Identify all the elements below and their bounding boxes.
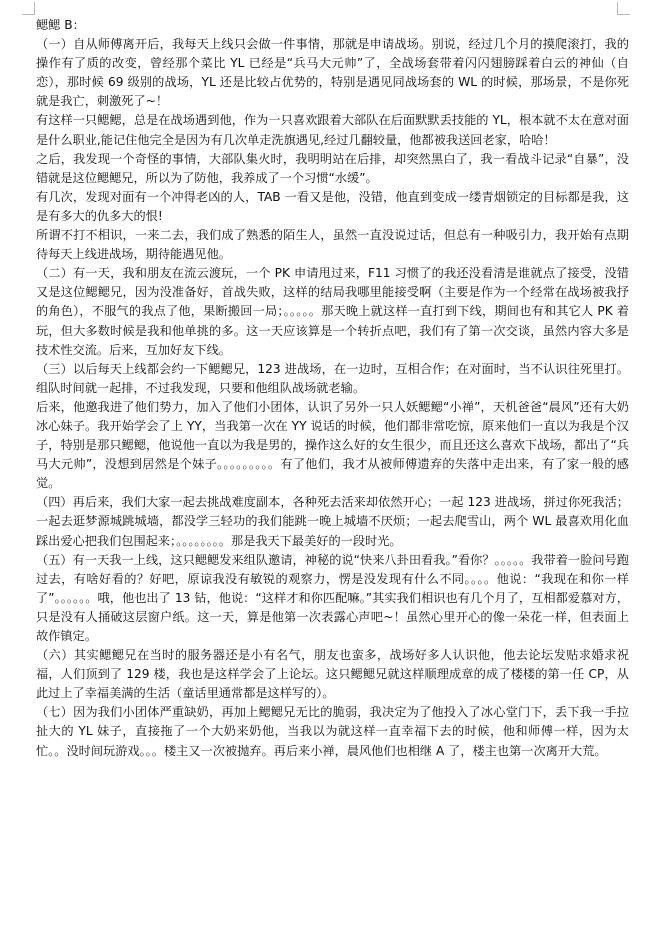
paragraph-5: 所谓不打不相识，一来二去，我们成了熟悉的陌生人，虽然一直没说过话，但总有一种吸引力，我开始有点期待每天上线进战场，期待能遇见他。 — [36, 228, 629, 262]
paragraph-2: 有这样一只鳃鳃，总是在战场遇到他，作为一只喜欢跟着大部队在后面默默丢技能的 YL，根本就不太在意对面是什么职业,能记住他完全是因为有几次单走洗旗遇见,经过几翻较量，他都被我送回老家，哈哈！ — [36, 113, 629, 147]
document-title: 鳃鳃 B： — [36, 18, 85, 32]
paragraph-4: 有几次，发现对面有一个冲得老凶的人，TAB 一看又是他，没错，他直到变成一缕青烟锁定的目标都是我，这是有多大的仇多大的恨! — [36, 189, 629, 223]
document-page-content — [36, 16, 629, 761]
paragraph-3: 之后，我发现一个奇怪的事情，大部队集火时，我明明站在后排，却突然黑白了，我一看战斗记录“自暴”，没错就是这位鳃鳃兄，所以为了防他，我养成了一个习惯“水缓”。 — [36, 151, 629, 185]
paragraph-8: 后来，他邀我进了他们势力，加入了他们小团体，认识了另外一只人妖鳃鳃“小禅”，天机爸爸“晨风”还有大奶冰心妹子。我开始学会了上 YY，当我第一次在 YY 说话的时候，他们都非常吃惊，原来他们一直以为我是个汉子，特别是那只鳃鳃，他说他一直以为我是男的，操作这么好的女生很少，而且还这么喜欢下战场，都出了“兵马大元帅”，没想到居然是个妹子。。。。。。。。。有了他们，我才从被师傅遗弃的失落中走出来，有了家一般的感觉。 — [36, 399, 629, 491]
paragraph-6: （二）有一天，我和朋友在流云渡玩，一个 PK 申请甩过来，F11 习惯了的我还没看清是谁就点了接受，没错又是这位鳃鳃兄，因为没准备好，首战失败，这样的结局我哪里能接受啊（主要是作为一个经常在战场被我抒的角色），不服气的我点了他，果断搬回一局；。。。。。那天晚上就这样一直打到下线，期间也有和其它人 PK 着玩，但大多数时候是我和他单挑的多。这一天应该算是一个转折点吧，我们有了第一次交谈，虽然内容大多是技术性交流。后来，互加好友下线。 — [36, 266, 629, 357]
paragraph-9: （四）再后来，我们大家一起去挑战难度副本，各种死去活来却依然开心；一起 123 进战场，拼过你死我活；一起去逛梦源城跳城墙，都没学三轻功的我们能跳一晚上城墙不厌烦；一起去爬雪山，两个 WL 最喜欢用化血踩出爱心把我们包围起来；。。。。。。。。那是我天下最美好的一段时光。 — [36, 495, 629, 548]
paragraph-12: （七）因为我们小团体严重缺奶，再加上鳃鳃兄无比的脆弱，我决定为了他投入了冰心堂门下，丢下我一手拉扯大的 YL 妹子，直接拖了一个大奶来奶他，当我以为就这样一直幸福下去的时候，他和师傅一样，因为太忙。。没时间玩游戏。。。楼主又一次被抛弃。再后来小禅，晨风他们也相继 A 了，楼主也第一次离开大荒。 — [36, 705, 629, 758]
page-corner-mark-right — [617, 2, 630, 15]
paragraph-1: （一）自从师傅离开后，我每天上线只会做一件事情，那就是申请战场。别说，经过几个月的摸爬滚打，我的操作有了质的改变，曾经那个菜比 YL 已经是“兵马大元帅”了，全战场套带着闪闪翅膀踩着白云的神仙（自恋），那时候 69 级别的战场，YL 还是比较占优势的，特别是遇见同战场套的 WL 的时候，那场景，不是你死就是我亡，刺激死了~！ — [36, 37, 629, 109]
paragraph-10: （五）有一天我一上线，这只鳃鳃发来组队邀请，神秘的说“快来八卦田看我。”看你？。。。。。我带着一脸问号跑过去，有啥好看的？好吧，原谅我没有敏锐的观察力，愣是没发现有什么不同。。。。他说：“我现在和你一样了”。。。。。。哦，他也出了 13 钻，他说：“这样才和你匹配嘛。”其实我们相识也有几个月了，互相都爱慕对方，只是没有人捅破这层窗户纸。这一天，算是他第一次表露心声吧~！虽然心里开心的像一朵花一样，但表面上故作镇定。 — [36, 552, 629, 643]
paragraph-7: （三）以后每天上线都会约一下鳃鳃兄，123 进战场，在一边时，互相合作；在对面时，当不认识往死里打。组队时间就一起排，不过我发现，只要和他组队战场就老输。 — [36, 361, 629, 395]
paragraph-11: （六）其实鳃鳃兄在当时的服务器还是小有名气，朋友也蛮多，战场好多人认识他，他去论坛发贴求婚求祝福，人们顶到了 129 楼，我也是这样学会了上论坛。这只鳃鳃兄就这样顺理成章的成了楼楼的第一任 CP，从此过上了幸福美满的生活（童话里通常都是这样写的）。 — [36, 648, 629, 701]
page-corner-mark-left — [22, 2, 35, 15]
